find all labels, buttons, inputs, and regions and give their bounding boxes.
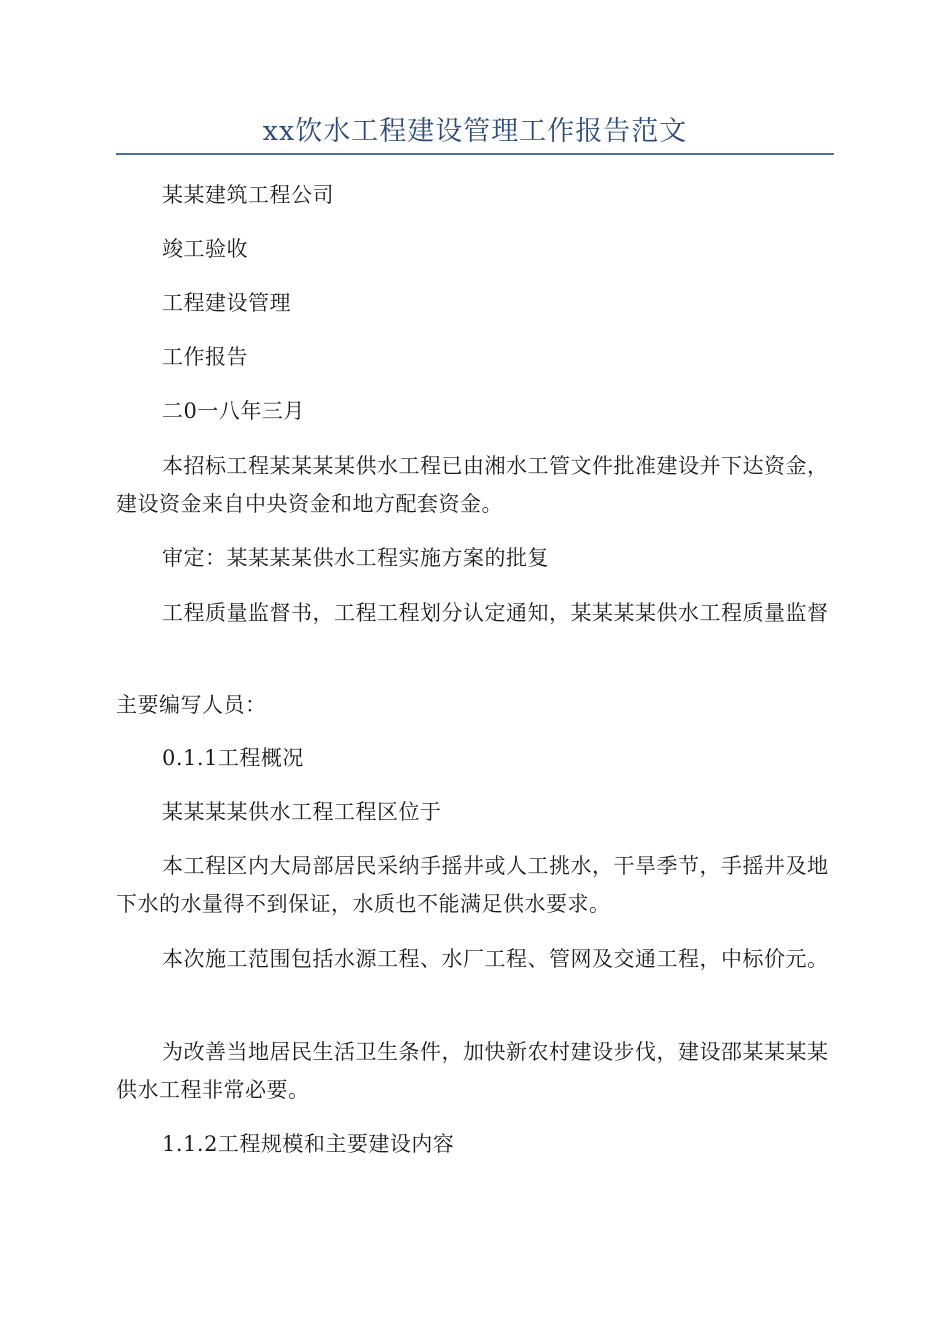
document-title: xx饮水工程建设管理工作报告范文 — [262, 116, 688, 147]
section-heading-overview: 0.1.1工程概况 — [162, 746, 304, 770]
paragraph-necessity: 为改善当地居民生活卫生条件，加快新农村建设步伐，建设邵某某某某供水工程非常必要。 — [116, 1040, 829, 1102]
section-heading-scale: 1.1.2工程规模和主要建设内容 — [162, 1132, 455, 1156]
paragraph-scope: 本次施工范围包括水源工程、水厂工程、管网及交通工程，中标价元。 — [162, 947, 829, 971]
paragraph-company: 某某建筑工程公司 — [162, 183, 334, 207]
paragraph-water-supply: 本工程区内大局部居民采纳手摇井或人工挑水，干旱季节，手摇井及地下水的水量得不到保证，水质也不能满足供水要求。 — [116, 854, 829, 916]
paragraph-acceptance: 竣工验收 — [162, 237, 248, 261]
paragraph-date: 二0一八年三月 — [162, 399, 305, 423]
paragraph-location: 某某某某供水工程工程区位于 — [162, 800, 442, 824]
title-underline — [116, 153, 834, 155]
paragraph-supervision: 工程质量监督书，工程工程划分认定通知，某某某某供水工程质量监督 — [162, 601, 829, 625]
paragraph-report: 工作报告 — [162, 345, 248, 369]
paragraph-funding: 本招标工程某某某某供水工程已由湘水工管文件批准建设并下达资金，建设资金来自中央资金和地方配套资金。 — [116, 454, 829, 516]
paragraph-management: 工程建设管理 — [162, 291, 291, 315]
paragraph-authors: 主要编写人员： — [116, 693, 267, 717]
paragraph-approval: 审定：某某某某供水工程实施方案的批复 — [162, 546, 549, 570]
